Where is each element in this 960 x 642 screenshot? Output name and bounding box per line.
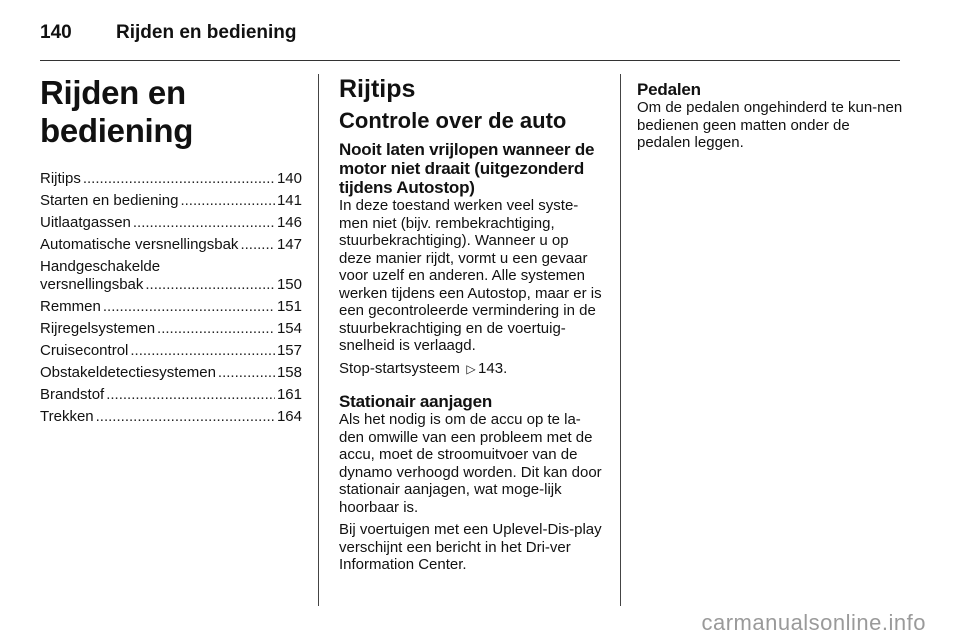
toc-column (40, 74, 302, 430)
toc-entry[interactable] (40, 258, 302, 294)
toc-entry-page: 147 (276, 236, 302, 253)
toc-leader-dots (218, 364, 275, 382)
toc-leader-dots (145, 276, 275, 294)
toc-entry-page: 161 (276, 386, 302, 403)
toc-list (40, 170, 302, 426)
cross-reference[interactable] (339, 360, 605, 379)
toc-entry[interactable] (40, 408, 302, 426)
toc-entry-page: 140 (276, 170, 302, 187)
toc-entry-page: 157 (276, 342, 302, 359)
toc-leader-dots (133, 214, 275, 232)
toc-entry-page: 158 (276, 364, 302, 381)
chapter-title: Rijden en bediening (40, 74, 194, 149)
toc-entry[interactable] (40, 364, 302, 382)
toc-entry-label: Obstakeldetectiesystemen (40, 364, 216, 381)
toc-leader-dots (240, 236, 275, 254)
toc-leader-dots (130, 342, 275, 360)
toc-entry[interactable] (40, 236, 302, 254)
toc-entry-label: Rijtips (40, 170, 81, 187)
toc-entry-page: 164 (276, 408, 302, 425)
toc-entry-page: 154 (276, 320, 302, 337)
page-reference-icon: ▷ (466, 361, 476, 376)
topic-body-idle-boost-2: Bij voertuigen met een Uplevel-Dis-play verschijnt een bericht in het Dri-ver Information Center. (339, 521, 602, 573)
toc-entry-page: 151 (276, 298, 302, 315)
cross-reference-page: 143. (478, 359, 508, 377)
toc-leader-dots (83, 170, 275, 188)
page-header (40, 18, 297, 48)
topic-heading-pedals: Pedalen (637, 80, 701, 99)
topic-heading-coasting: Nooit laten vrijlopen wanneer de motor niet draait (uitgezonderd tijdens Autostop) (339, 140, 595, 197)
column-divider (318, 74, 319, 606)
watermark: carmanualsonline.info (701, 610, 926, 635)
toc-entry[interactable] (40, 386, 302, 404)
cross-reference-label: Stop-startsysteem (339, 359, 460, 377)
toc-entry-label: Starten en bediening (40, 192, 179, 209)
toc-entry[interactable] (40, 298, 302, 316)
page-number: 140 (40, 22, 72, 43)
toc-entry-label: Remmen (40, 298, 101, 315)
toc-entry-label: Cruisecontrol (40, 342, 129, 359)
section-title: Rijtips (339, 75, 416, 103)
topic-body-idle-boost-1: Als het nodig is om de accu op te la-den omwille van een probleem met de accu, moet de stroomuitvoer van de dynamo verhoogd worden. Dit kan door stationair aanjagen, wat moge-lijk hoorbaar is. (339, 411, 602, 516)
toc-entry-label: Brandstof (40, 386, 105, 403)
toc-entry[interactable] (40, 342, 302, 360)
section-subtitle: Controle over de auto (339, 108, 567, 133)
toc-entry-label: Uitlaatgassen (40, 214, 131, 231)
toc-entry-label: versnellingsbak (40, 276, 144, 293)
toc-entry-page: 141 (276, 192, 302, 209)
toc-leader-dots (103, 298, 275, 316)
topic-heading-idle-boost: Stationair aanjagen (339, 392, 493, 411)
right-column (637, 74, 903, 157)
topic-body-coasting: In deze toestand werken veel syste-men niet (bijv. rembekrachtiging, stuurbekrachtiging). Wanneer u op deze manier rijdt, vormt u een gevaar voor uzelf en anderen. Alle systemen werken tijdens een Autostop, maar er is een gecontroleerde vermindering in de stuurbekrachtiging en de voertuig-snelheid is verlaagd. (339, 197, 602, 354)
toc-leader-dots (157, 320, 275, 338)
header-rule (40, 60, 900, 61)
toc-leader-dots (106, 386, 275, 404)
toc-entry-label: Trekken (40, 408, 94, 425)
toc-entry-label: Rijregelsystemen (40, 320, 156, 337)
column-divider (620, 74, 621, 606)
toc-entry-page: 146 (276, 214, 302, 231)
topic-body-pedals: Om de pedalen ongehinderd te kun-nen bedienen geen matten onder de pedalen leggen. (637, 99, 903, 151)
running-title: Rijden en bediening (116, 22, 297, 43)
toc-entry-page: 150 (276, 276, 302, 293)
toc-entry[interactable] (40, 214, 302, 232)
toc-entry-label-line1: Handgeschakelde (40, 258, 161, 275)
toc-entry[interactable] (40, 170, 302, 188)
toc-entry[interactable] (40, 192, 302, 210)
toc-leader-dots (180, 192, 275, 210)
toc-entry-label: Automatische versnellingsbak (40, 236, 239, 253)
toc-entry[interactable] (40, 320, 302, 338)
main-column (339, 74, 605, 579)
toc-leader-dots (96, 408, 275, 426)
